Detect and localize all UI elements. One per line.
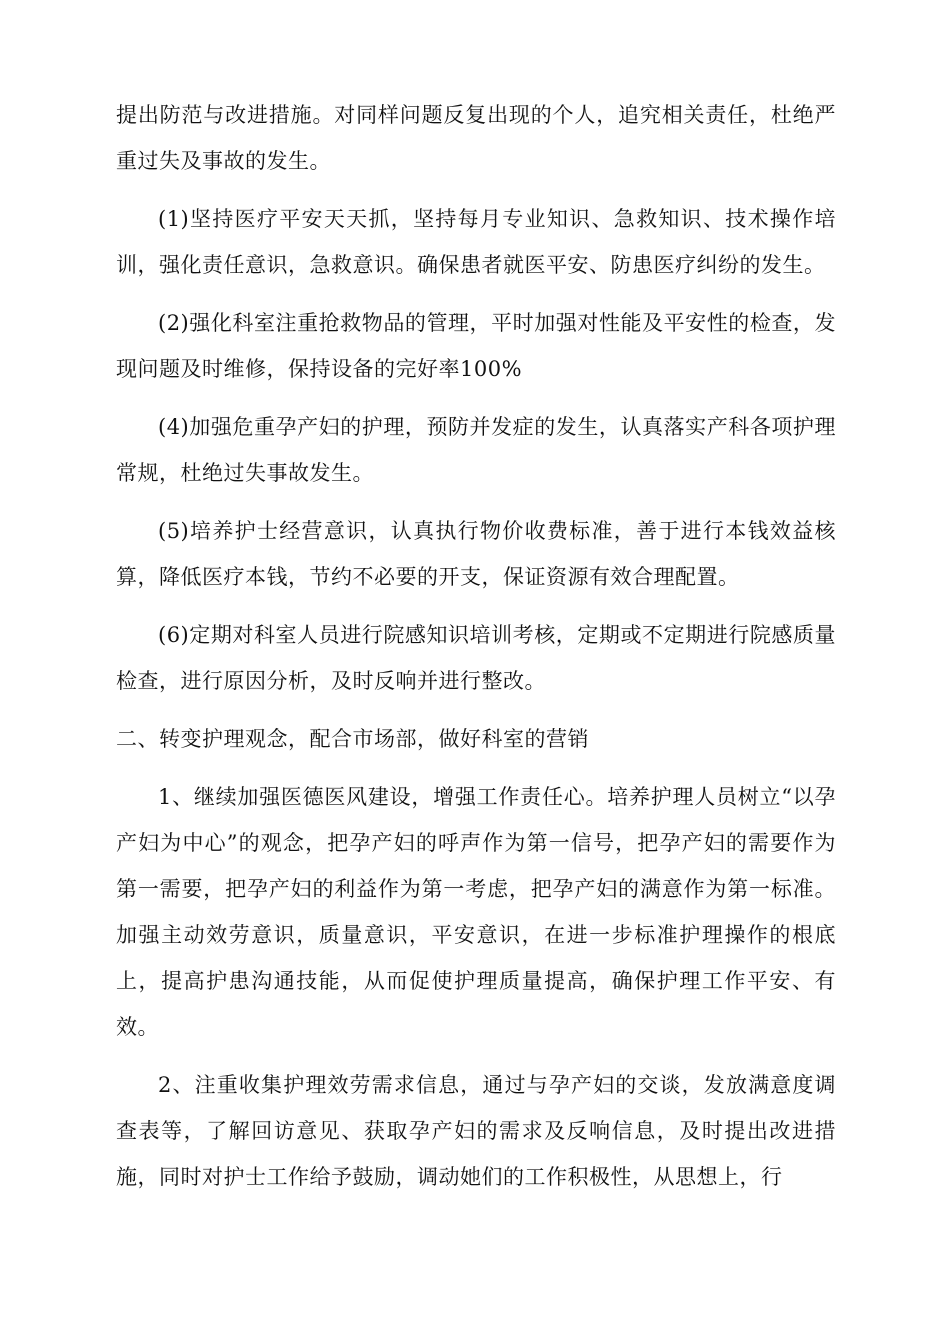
paragraph-item-4: (4)加强危重孕产妇的护理，预防并发症的发生，认真落实产科各项护理常规，杜绝过失事故发生。 <box>116 415 836 485</box>
paragraph-section2-item-2: 2、注重收集护理效劳需求信息，通过与孕产妇的交谈，发放满意度调查表等，了解回访意见、获取孕产妇的需求及反响信息，及时提出改进措施，同时对护士工作给予鼓励，调动她们的工作积极性，从思想上，行 <box>116 1073 836 1189</box>
paragraph-item-5: (5)培养护士经营意识，认真执行物价收费标准，善于进行本钱效益核算，降低医疗本钱，节约不必要的开支，保证资源有效合理配置。 <box>116 519 836 589</box>
paragraph-section2-item-1: 1、继续加强医德医风建设，增强工作责任心。培养护理人员树立“以孕产妇为中心”的观念，把孕产妇的呼声作为第一信号，把孕产妇的需要作为第一需要，把孕产妇的利益作为第一考虑，把孕产妇的满意作为第一标准。加强主动效劳意识，质量意识，平安意识，在进一步标准护理操作的根底上，提高护患沟通技能，从而促使护理质量提高，确保护理工作平安、有效。 <box>116 785 836 1039</box>
paragraph-continuation: 提出防范与改进措施。对同样问题反复出现的个人，追究相关责任，杜绝严重过失及事故的发生。 <box>116 103 836 173</box>
document-body <box>116 92 836 1212</box>
paragraph-item-6: (6)定期对科室人员进行院感知识培训考核，定期或不定期进行院感质量检查，进行原因分析，及时反响并进行整改。 <box>116 623 836 693</box>
section-heading-2: 二、转变护理观念，配合市场部，做好科室的营销 <box>116 727 589 751</box>
paragraph-item-1: (1)坚持医疗平安天天抓，坚持每月专业知识、急救知识、技术操作培训，强化责任意识，急救意识。确保患者就医平安、防患医疗纠纷的发生。 <box>116 207 836 277</box>
paragraph-item-2: (2)强化科室注重抢救物品的管理，平时加强对性能及平安性的检查，发现问题及时维修，保持设备的完好率100% <box>116 311 836 381</box>
